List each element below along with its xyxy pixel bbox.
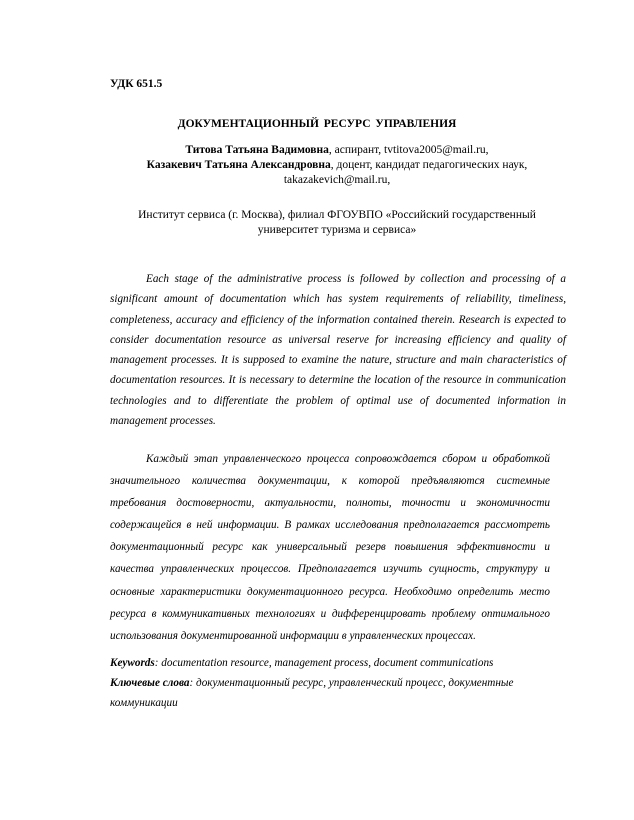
article-title: ДОКУМЕНТАЦИОННЫЙ РЕСУРС УПРАВЛЕНИЯ: [177, 118, 457, 130]
affiliation-line-1: Институт сервиса (г. Москва), филиал ФГОУВПО «Российский государственный: [138, 209, 536, 221]
author-line-1: [110, 143, 564, 158]
keywords-russian-text: : документационный ресурс, управленческий процесс, документные коммуникации: [110, 677, 514, 709]
affiliation: [110, 208, 564, 237]
keywords-russian: [110, 673, 550, 713]
abstract-english: Each stage of the administrative process is followed by collection and processing of a significant amount of documentation which has system requirements of reliability, timeliness, completeness, accuracy and efficiency of the information contained therein. Research is expected to consider documentation resource as universal reserve for increasing efficiency and quality of management processes. It is supposed to examine the nature, structure and main characteristics of documentation resources. It is necessary to determine the location of the resource in communication technologies and to differentiate the problem of optimal use of documented information in management processes.: [110, 273, 566, 428]
udk-code: УДК 651.5: [110, 78, 163, 90]
keywords-russian-label: Ключевые слова: [110, 677, 190, 689]
author-2-name: Казакевич Татьяна Александровна: [146, 159, 331, 171]
author-1-name: Титова Татьяна Вадимовна: [185, 144, 329, 156]
keywords-english-text: : documentation resource, management process, document communications: [154, 657, 494, 669]
author-2-details: , доцент, кандидат педагогических наук,: [330, 159, 528, 171]
keywords-english-label: Keywords: [110, 657, 155, 669]
abstract-russian: Каждый этап управленческого процесса сопровождается сбором и обработкой значительного количества документации, к которой предъявляются системные требования достоверности, актуальности, полноты, точности и экономичности содержащейся в ней информации. В рамках исследования предполагается рассмотреть документационный ресурс как универсальный резерв повышения эффективности и качества управленческих процессов. Предполагается изучить сущность, структуру и основные характеристики документационного ресурса. Необходимо определить место ресурса в коммуникативных технологиях и дифференцировать проблему оптимального использования документированной информации в управленческих процессах.: [110, 453, 550, 642]
affiliation-line-2: университет туризма и сервиса»: [257, 223, 417, 236]
author-line-2: [110, 158, 564, 173]
author-1-details: , аспирант, tvtitova2005@mail.ru,: [328, 144, 489, 156]
keywords-english: [110, 654, 566, 672]
author-2-email: takazakevich@mail.ru,: [283, 174, 391, 186]
author-block: [110, 143, 564, 188]
